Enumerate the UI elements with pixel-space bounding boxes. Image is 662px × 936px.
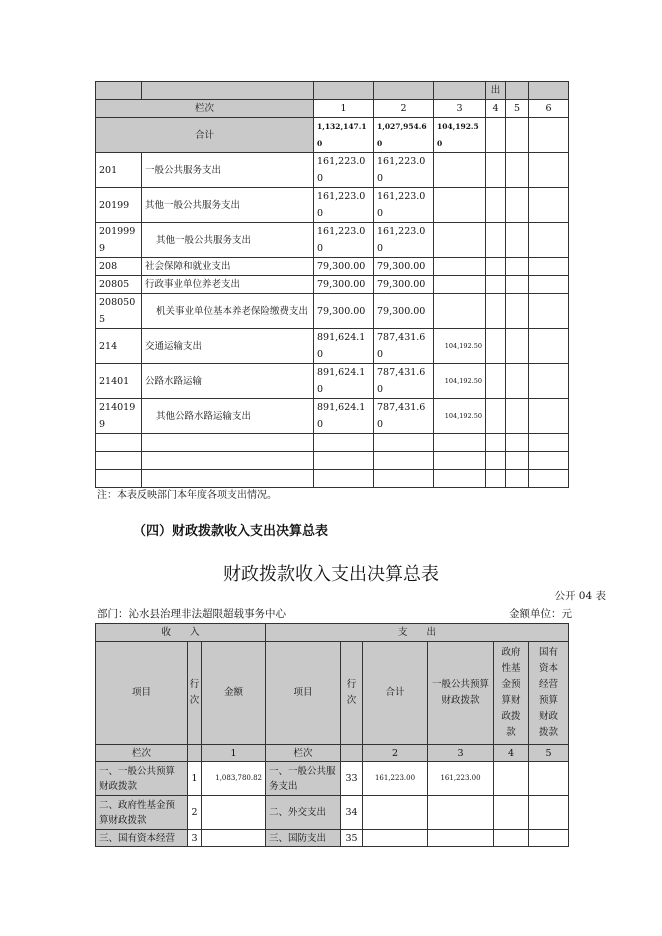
income-item: 三、国有资本经营 — [96, 830, 188, 847]
income-amount — [202, 830, 266, 847]
income-row: 1 — [188, 762, 202, 796]
row-value — [434, 188, 486, 223]
expenditure-table — [95, 81, 569, 488]
row-code: 20805 — [96, 276, 142, 294]
row-name: 一般公共服务支出 — [142, 153, 314, 188]
row-value: 161,223.00 — [374, 223, 434, 258]
section-heading: （四）财政拨款收入支出决算总表 — [133, 524, 329, 539]
row-value: 161,223.00 — [314, 153, 374, 188]
income-row: 3 — [188, 830, 202, 847]
h-state-capital: 国有资本经营预算财政拨款 — [529, 642, 569, 745]
table-row — [96, 364, 569, 399]
idx: 4 — [494, 745, 529, 762]
department-label: 部门：沁水县治理非法超限超载事务中心 — [97, 608, 286, 620]
total-value: 1,027,954.60 — [374, 118, 434, 153]
row-value — [434, 276, 486, 294]
expense-general: 161,223.00 — [428, 762, 494, 796]
h-total: 合计 — [363, 642, 428, 745]
row-value — [434, 223, 486, 258]
top-partial-label: 出 — [486, 82, 506, 100]
row-code: 2080505 — [96, 294, 142, 329]
table-row — [96, 762, 569, 796]
row-code: 2140199 — [96, 399, 142, 434]
row-code: 21401 — [96, 364, 142, 399]
expense-item: 二、外交支出 — [266, 796, 341, 830]
unit-label: 金额单位：元 — [509, 608, 572, 620]
h-item: 项目 — [96, 642, 188, 745]
row-name: 社会保障和就业支出 — [142, 258, 314, 276]
row-code: 214 — [96, 329, 142, 364]
row-value — [434, 294, 486, 329]
h-gov-fund: 政府性基金预算财政拨款 — [494, 642, 529, 745]
col-index: 2 — [374, 100, 434, 118]
h-general: 一般公共预算财政拨款 — [428, 642, 494, 745]
expense-total — [363, 830, 428, 847]
row-name: 行政事业单位养老支出 — [142, 276, 314, 294]
row-code: 201 — [96, 153, 142, 188]
expense-general — [428, 830, 494, 847]
h-item: 项目 — [266, 642, 341, 745]
table-row — [96, 294, 569, 329]
expense-row: 35 — [341, 830, 363, 847]
idx-label: 栏次 — [96, 745, 188, 762]
row-value: 104,192.50 — [434, 329, 486, 364]
row-value: 891,624.10 — [314, 329, 374, 364]
col-index: 5 — [506, 100, 529, 118]
income-row: 2 — [188, 796, 202, 830]
row-value: 79,300.00 — [314, 258, 374, 276]
expense-row: 33 — [341, 762, 363, 796]
row-value: 104,192.50 — [434, 364, 486, 399]
col-index-label: 栏次 — [96, 100, 314, 118]
row-value: 161,223.00 — [314, 188, 374, 223]
expense-row: 34 — [341, 796, 363, 830]
row-name: 交通运输支出 — [142, 329, 314, 364]
idx: 3 — [428, 745, 494, 762]
table-row — [96, 830, 569, 847]
row-value: 161,223.00 — [314, 223, 374, 258]
col-index: 6 — [529, 100, 569, 118]
expense-total: 161,223.00 — [363, 762, 428, 796]
row-value: 79,300.00 — [374, 276, 434, 294]
row-value: 891,624.10 — [314, 364, 374, 399]
row-name: 其他一般公共服务支出 — [142, 223, 314, 258]
row-code: 20199 — [96, 188, 142, 223]
table-row — [96, 153, 569, 188]
table-note: 注：本表反映部门本年度各项支出情况。 — [97, 490, 277, 501]
idx: 1 — [202, 745, 266, 762]
row-code: 2019999 — [96, 223, 142, 258]
expense-general — [428, 796, 494, 830]
row-name: 机关事业单位基本养老保险缴费支出 — [142, 294, 314, 329]
table-row — [96, 276, 569, 294]
row-value: 787,431.60 — [374, 329, 434, 364]
idx: 5 — [529, 745, 569, 762]
row-value: 161,223.00 — [374, 153, 434, 188]
idx: 2 — [363, 745, 428, 762]
row-name: 其他公路水路运输支出 — [142, 399, 314, 434]
row-value: 79,300.00 — [374, 294, 434, 329]
income-amount: 1,083,780.82 — [202, 762, 266, 796]
expense-total — [363, 796, 428, 830]
expense-header: 支 出 — [266, 624, 569, 642]
table-code: 公开 04 表 — [554, 590, 606, 602]
expense-item: 三、国防支出 — [266, 830, 341, 847]
total-label: 合计 — [96, 118, 314, 153]
total-value: 104,192.50 — [434, 118, 486, 153]
row-value: 104,192.50 — [434, 399, 486, 434]
row-value: 787,431.60 — [374, 399, 434, 434]
income-item: 二、政府性基金预算财政拨款 — [96, 796, 188, 830]
row-value: 79,300.00 — [314, 294, 374, 329]
col-index: 1 — [314, 100, 374, 118]
expense-item: 一、一般公共服务支出 — [266, 762, 341, 796]
table-row — [96, 188, 569, 223]
table-row — [96, 223, 569, 258]
row-name: 其他一般公共服务支出 — [142, 188, 314, 223]
income-item: 一、一般公共预算财政拨款 — [96, 762, 188, 796]
row-value — [434, 153, 486, 188]
h-amount: 金额 — [202, 642, 266, 745]
col-index: 3 — [434, 100, 486, 118]
h-row: 行次 — [341, 642, 363, 745]
row-value: 79,300.00 — [374, 258, 434, 276]
col-index: 4 — [486, 100, 506, 118]
table-row — [96, 796, 569, 830]
table-row — [96, 329, 569, 364]
idx-label: 栏次 — [266, 745, 341, 762]
h-row: 行次 — [188, 642, 202, 745]
table-row — [96, 258, 569, 276]
fiscal-summary-table — [95, 623, 569, 847]
table-row — [96, 399, 569, 434]
page-title: 财政拨款收入支出决算总表 — [223, 564, 439, 585]
income-header: 收 入 — [96, 624, 266, 642]
income-amount — [202, 796, 266, 830]
row-value — [434, 258, 486, 276]
row-value: 787,431.60 — [374, 364, 434, 399]
row-value: 79,300.00 — [314, 276, 374, 294]
row-name: 公路水路运输 — [142, 364, 314, 399]
row-code: 208 — [96, 258, 142, 276]
row-value: 161,223.00 — [374, 188, 434, 223]
total-value: 1,132,147.10 — [314, 118, 374, 153]
row-value: 891,624.10 — [314, 399, 374, 434]
